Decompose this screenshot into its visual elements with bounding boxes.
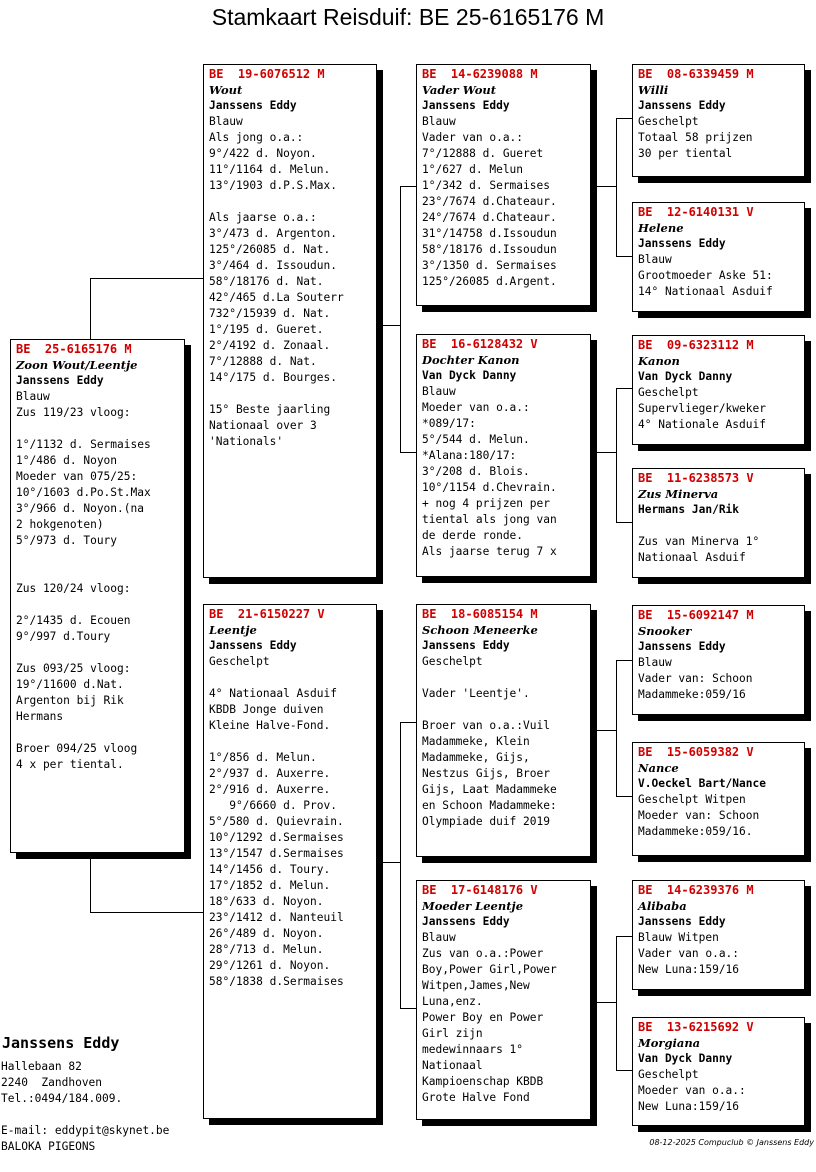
card-line: Geschelpt Witpen: [638, 793, 746, 806]
card-line: 19°/11600 d.Nat.: [16, 678, 124, 691]
card-line: Power Boy en Power: [422, 1011, 544, 1024]
connector-line: [616, 118, 617, 256]
pigeon-name: Willi: [638, 83, 669, 97]
card-line: [16, 421, 179, 437]
card-line: Geschelpt: [638, 115, 699, 128]
card-line: [209, 670, 371, 686]
card-line: 13°/1903 d.P.S.Max.: [209, 179, 337, 192]
card-line: 23°/1412 d. Nanteuil: [209, 911, 344, 924]
owner-name: Janssens Eddy: [422, 915, 510, 928]
card-line: + nog 4 prijzen per: [422, 497, 550, 510]
print-stamp: 08-12-2025 Compuclub © Janssens Eddy: [649, 1138, 814, 1147]
card-line: en Schoon Madammeke:: [422, 799, 557, 812]
connector-line: [616, 796, 633, 797]
card-line: 'Nationals': [209, 435, 284, 448]
ring-number: BE 18-6085154 M: [422, 607, 538, 621]
owner-name: Van Dyck Danny: [422, 369, 517, 382]
card-line: Geschelpt: [422, 655, 483, 668]
card-line: 10°/1154 d.Chevrain.: [422, 481, 557, 494]
owner-name: Janssens Eddy: [209, 99, 297, 112]
card-line: Blauw: [422, 385, 456, 398]
card-line: 7°/12888 d. Nat.: [209, 355, 317, 368]
connector-line: [376, 862, 400, 863]
card-line: 3°/208 d. Blois.: [422, 465, 530, 478]
card-line: Vader van: Schoon: [638, 672, 753, 685]
card-line: 3°/464 d. Issoudun.: [209, 259, 337, 272]
card-line: 2°/937 d. Auxerre.: [209, 767, 331, 780]
pigeon-name: Zus Minerva: [638, 487, 719, 501]
card-mm: [416, 880, 591, 1120]
breeder-phone: Tel.:0494/184.009.: [1, 1092, 123, 1105]
card-lines: [422, 654, 585, 830]
ring-number: BE 15-6059382 V: [638, 745, 754, 759]
card-line: 15° Beste jaarling: [209, 403, 331, 416]
card-line: [16, 549, 179, 565]
card-lines: [638, 655, 799, 703]
pigeon-name: Dochter Kanon: [422, 353, 520, 367]
ring-number: BE 16-6128432 V: [422, 337, 538, 351]
card-line: Zus van Minerva 1°: [638, 535, 760, 548]
card-line: Blauw: [422, 931, 456, 944]
breeder-address-city: 2240 Zandhoven: [1, 1076, 103, 1089]
connector-line: [590, 1002, 616, 1003]
card-lines: [638, 252, 799, 300]
card-line: Blauw: [638, 253, 672, 266]
card-line: 10°/1292 d.Sermaises: [209, 831, 344, 844]
card-line: Hermans: [16, 710, 64, 723]
card-line: [422, 670, 585, 686]
card-line: Witpen,James,New: [422, 979, 530, 992]
card-line: 2°/916 d. Auxerre.: [209, 783, 331, 796]
card-line: 14° Nationaal Asduif: [638, 285, 773, 298]
card-line: Moeder van: Schoon: [638, 809, 760, 822]
pigeon-name: Helene: [638, 221, 684, 235]
card-line: Als jaarse o.a.:: [209, 211, 317, 224]
ring-number: BE 14-6239376 M: [638, 883, 754, 897]
connector-line: [616, 936, 633, 937]
card-line: 2°/4192 d. Zonaal.: [209, 339, 331, 352]
card-line: Girl zijn: [422, 1027, 483, 1040]
card-line: Nationaal over 3: [209, 419, 317, 432]
card-father: [203, 64, 377, 578]
card-line: Broer van o.a.:Vuil: [422, 719, 550, 732]
ring-number: BE 12-6140131 V: [638, 205, 754, 219]
card-line: 58°/18176 d. Nat.: [209, 275, 324, 288]
card-line: [16, 597, 179, 613]
card-line: 3°/473 d. Argenton.: [209, 227, 337, 240]
card-lines: [422, 384, 585, 560]
connector-line: [400, 722, 417, 723]
connector-line: [616, 660, 633, 661]
card-line: [16, 645, 179, 661]
card-fm: [416, 334, 591, 577]
card-line: Vader 'Leentje'.: [422, 687, 530, 700]
card-line: Blauw: [638, 656, 672, 669]
card-line: 3°/966 d. Noyon.(na: [16, 502, 144, 515]
card-fff: [632, 64, 805, 177]
card-line: Boy,Power Girl,Power: [422, 963, 557, 976]
card-line: 30 per tiental: [638, 147, 733, 160]
card-fmm: [632, 468, 805, 578]
owner-name: Van Dyck Danny: [638, 1052, 733, 1065]
card-line: medewinnaars 1°: [422, 1043, 524, 1056]
connector-line: [90, 278, 204, 279]
card-ff: [416, 64, 591, 306]
owner-name: Van Dyck Danny: [638, 370, 733, 383]
connector-line: [590, 186, 616, 187]
pigeon-name: Kanon: [638, 354, 680, 368]
card-line: 58°/18176 d.Issoudun: [422, 243, 557, 256]
card-line: 5°/973 d. Toury: [16, 534, 118, 547]
card-line: Gijs, Laat Madammeke: [422, 783, 557, 796]
card-line: 2°/1435 d. Ecouen: [16, 614, 131, 627]
card-line: 1°/1132 d. Sermaises: [16, 438, 151, 451]
pigeon-name: Moeder Leentje: [422, 899, 524, 913]
card-line: 14°/1456 d. Toury.: [209, 863, 331, 876]
card-line: Als jaarse terug 7 x: [422, 545, 557, 558]
card-line: 125°/26085 d. Nat.: [209, 243, 331, 256]
card-line: Als jong o.a.:: [209, 131, 304, 144]
card-line: Kampioenschap KBDB: [422, 1075, 544, 1088]
card-line: [422, 702, 585, 718]
card-line: 9°/6660 d. Prov.: [209, 799, 337, 812]
card-line: 9°/997 d.Toury: [16, 630, 111, 643]
owner-name: Hermans Jan/Rik: [638, 503, 740, 516]
card-line: [209, 386, 371, 402]
card-mmf: [632, 880, 805, 990]
ring-number: BE 13-6215692 V: [638, 1020, 754, 1034]
card-line: Geschelpt: [638, 1068, 699, 1081]
card-line: 1°/627 d. Melun: [422, 163, 524, 176]
ring-number: BE 09-6323112 M: [638, 338, 754, 352]
card-line: Supervlieger/kweker: [638, 402, 766, 415]
card-lines: [638, 518, 799, 566]
card-line: Blauw Witpen: [638, 931, 719, 944]
ring-number: BE 14-6239088 M: [422, 67, 538, 81]
ring-number: BE 25-6165176 M: [16, 342, 132, 356]
owner-name: Janssens Eddy: [422, 99, 510, 112]
owner-name: Janssens Eddy: [422, 639, 510, 652]
connector-line: [616, 936, 617, 1070]
card-line: 29°/1261 d. Noyon.: [209, 959, 331, 972]
card-line: New Luna:159/16: [638, 1100, 740, 1113]
card-lines: [16, 389, 179, 773]
connector-line: [616, 388, 633, 389]
connector-line: [590, 730, 616, 731]
breeder-address-street: Hallebaan 82: [1, 1060, 82, 1073]
owner-name: Janssens Eddy: [638, 99, 726, 112]
connector-line: [400, 186, 417, 187]
card-line: 9°/422 d. Noyon.: [209, 147, 317, 160]
card-line: 26°/489 d. Noyon.: [209, 927, 324, 940]
connector-line: [616, 522, 633, 523]
card-line: [209, 734, 371, 750]
pigeon-name: Wout: [209, 83, 243, 97]
card-line: 4° Nationaal Asduif: [209, 687, 337, 700]
owner-name: Janssens Eddy: [638, 237, 726, 250]
card-line: *Alana:180/17:: [422, 449, 517, 462]
connector-line: [616, 660, 617, 796]
card-line: Nestzus Gijs, Broer: [422, 767, 550, 780]
card-line: Blauw: [422, 115, 456, 128]
card-line: Geschelpt: [638, 386, 699, 399]
card-line: Nationaal: [422, 1059, 483, 1072]
card-line: 2 hokgenoten): [16, 518, 104, 531]
card-line: Nationaal Asduif: [638, 551, 746, 564]
owner-name: Janssens Eddy: [209, 639, 297, 652]
card-line: *089/17:: [422, 417, 476, 430]
card-line: Grootmoeder Aske 51:: [638, 269, 773, 282]
card-line: 42°/465 d.La Souterr: [209, 291, 344, 304]
card-line: 4° Nationale Asduif: [638, 418, 766, 431]
card-line: Madammeke, Gijs,: [422, 751, 530, 764]
card-line: 11°/1164 d. Melun.: [209, 163, 331, 176]
card-lines: [638, 930, 799, 978]
card-line: Vader van o.a.:: [638, 947, 740, 960]
card-line: Blauw: [16, 390, 50, 403]
card-line: Moeder van o.a.:: [638, 1084, 746, 1097]
card-line: Kleine Halve-Fond.: [209, 719, 331, 732]
pigeon-name: Snooker: [638, 624, 692, 638]
card-line: [638, 518, 799, 534]
connector-line: [616, 118, 633, 119]
owner-name: Janssens Eddy: [16, 374, 104, 387]
card-line: 1°/342 d. Sermaises: [422, 179, 550, 192]
card-mother: [203, 604, 377, 1119]
breeder-email: E-mail: eddypit@skynet.be: [1, 1124, 170, 1137]
pigeon-name: Leentje: [209, 623, 257, 637]
card-line: Madammeke:059/16: [638, 688, 746, 701]
card-line: Luna,enz.: [422, 995, 483, 1008]
connector-line: [90, 852, 91, 912]
card-line: Zus van o.a.:Power: [422, 947, 544, 960]
card-line: Grote Halve Fond: [422, 1091, 530, 1104]
card-line: 10°/1603 d.Po.St.Max: [16, 486, 151, 499]
card-lines: [638, 792, 799, 840]
card-ffm: [632, 202, 805, 312]
ring-number: BE 19-6076512 M: [209, 67, 325, 81]
connector-line: [616, 388, 617, 522]
connector-line: [400, 1008, 417, 1009]
card-line: Moeder van o.a.:: [422, 401, 530, 414]
ring-number: BE 15-6092147 M: [638, 608, 754, 622]
breeder-name: Janssens Eddy: [2, 1034, 120, 1052]
card-line: 58°/1838 d.Sermaises: [209, 975, 344, 988]
connector-line: [616, 1070, 633, 1071]
card-line: 1°/486 d. Noyon: [16, 454, 118, 467]
ring-number: BE 17-6148176 V: [422, 883, 538, 897]
connector-line: [90, 278, 91, 340]
card-line: 7°/12888 d. Gueret: [422, 147, 544, 160]
card-line: [209, 194, 371, 210]
owner-name: Janssens Eddy: [638, 640, 726, 653]
card-line: 24°/7674 d.Chateaur.: [422, 211, 557, 224]
card-line: 18°/633 d. Noyon.: [209, 895, 324, 908]
card-fmf: [632, 335, 805, 445]
connector-line: [616, 256, 633, 257]
pigeon-name: Morgiana: [638, 1036, 701, 1050]
card-line: 31°/14758 d.Issoudun: [422, 227, 557, 240]
card-line: tiental als jong van: [422, 513, 557, 526]
card-line: 4 x per tiental.: [16, 758, 124, 771]
card-line: Blauw: [209, 115, 243, 128]
card-line: 125°/26085 d.Argent.: [422, 275, 557, 288]
card-mmm: [632, 1017, 805, 1126]
page-title: Stamkaart Reisduif: BE 25-6165176 M: [211, 4, 605, 30]
card-line: Broer 094/25 vloog: [16, 742, 138, 755]
card-line: Zus 120/24 vloog:: [16, 582, 131, 595]
card-lines: [209, 114, 371, 450]
ring-number: BE 21-6150227 V: [209, 607, 325, 621]
card-mfm: [632, 742, 805, 856]
breeder-brand: BALOKA PIGEONS: [1, 1140, 96, 1153]
pigeon-name: Vader Wout: [422, 83, 497, 97]
card-line: [16, 725, 179, 741]
card-line: Geschelpt: [209, 655, 270, 668]
pigeon-name: Nance: [638, 761, 679, 775]
pigeon-name: Schoon Meneerke: [422, 623, 538, 637]
card-line: Zus 119/23 vloog:: [16, 406, 131, 419]
card-mf: [416, 604, 591, 857]
card-line: 1°/195 d. Gueret.: [209, 323, 324, 336]
card-line: Madammeke, Klein: [422, 735, 530, 748]
card-mff: [632, 605, 805, 715]
card-lines: [422, 114, 585, 290]
pigeon-name: Alibaba: [638, 899, 687, 913]
connector-line: [400, 186, 401, 452]
card-line: Totaal 58 prijzen: [638, 131, 753, 144]
card-line: Moeder van 075/25:: [16, 470, 138, 483]
connector-line: [400, 722, 401, 1008]
card-line: Olympiade duif 2019: [422, 815, 550, 828]
pigeon-name: Zoon Wout/Leentje: [16, 358, 138, 372]
card-line: KBDB Jonge duiven: [209, 703, 324, 716]
card-line: Argenton bij Rik: [16, 694, 124, 707]
card-lines: [209, 654, 371, 990]
owner-name: Janssens Eddy: [638, 915, 726, 928]
card-lines: [638, 1067, 799, 1115]
ring-number: BE 08-6339459 M: [638, 67, 754, 81]
ring-number: BE 11-6238573 V: [638, 471, 754, 485]
connector-line: [376, 325, 400, 326]
card-subject: [10, 339, 185, 853]
card-lines: [638, 385, 799, 433]
card-lines: [638, 114, 799, 162]
connector-line: [400, 452, 417, 453]
card-line: Zus 093/25 vloog:: [16, 662, 131, 675]
card-lines: [422, 930, 585, 1106]
card-line: 14°/175 d. Bourges.: [209, 371, 337, 384]
card-line: de derde ronde.: [422, 529, 524, 542]
card-line: Madammeke:059/16.: [638, 825, 753, 838]
card-line: New Luna:159/16: [638, 963, 740, 976]
card-line: Vader van o.a.:: [422, 131, 524, 144]
owner-name: V.Oeckel Bart/Nance: [638, 777, 766, 790]
card-line: 5°/544 d. Melun.: [422, 433, 530, 446]
connector-line: [590, 452, 616, 453]
card-line: 13°/1547 d.Sermaises: [209, 847, 344, 860]
card-line: [16, 565, 179, 581]
card-line: 732°/15939 d. Nat.: [209, 307, 331, 320]
connector-line: [90, 912, 204, 913]
card-line: 28°/713 d. Melun.: [209, 943, 324, 956]
card-line: 23°/7674 d.Chateaur.: [422, 195, 557, 208]
card-line: 5°/580 d. Quievrain.: [209, 815, 344, 828]
card-line: 17°/1852 d. Melun.: [209, 879, 331, 892]
card-line: 1°/856 d. Melun.: [209, 751, 317, 764]
card-line: 3°/1350 d. Sermaises: [422, 259, 557, 272]
